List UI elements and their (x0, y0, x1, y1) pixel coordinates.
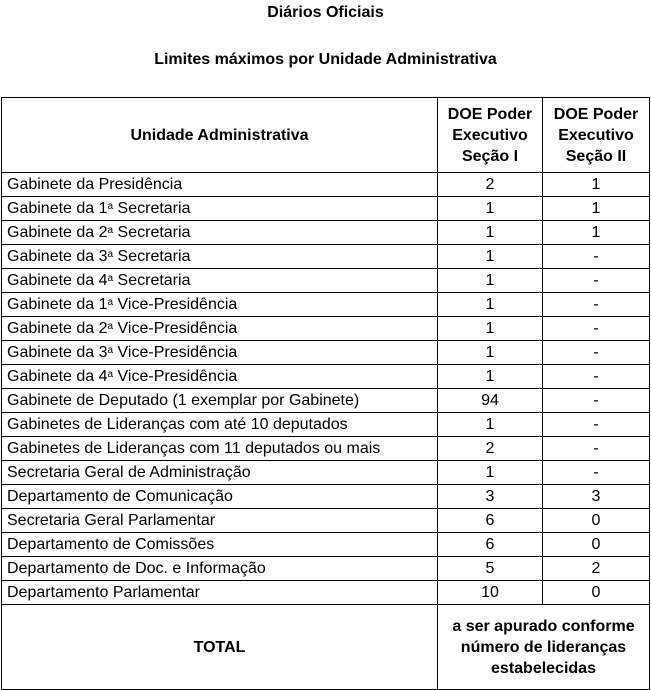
doe-secao-2-cell: - (543, 413, 650, 437)
unit-cell: Secretaria Geral Parlamentar (2, 509, 438, 533)
doe-secao-1-cell: 1 (438, 293, 543, 317)
doe-secao-2-cell: 1 (543, 197, 650, 221)
table-row (2, 389, 650, 413)
doe-secao-2-cell: - (543, 245, 650, 269)
table-row (2, 341, 650, 365)
table-row (2, 221, 650, 245)
table-row (2, 557, 650, 581)
table-row (2, 173, 650, 197)
doe-secao-1-cell: 2 (438, 173, 543, 197)
unit-cell: Secretaria Geral de Administração (2, 461, 438, 485)
unit-cell: Departamento Parlamentar (2, 581, 438, 605)
unit-cell: Gabinetes de Lideranças com 11 deputados ou mais (2, 437, 438, 461)
table-row (2, 485, 650, 509)
table-row (2, 197, 650, 221)
doe-secao-2-cell: 1 (543, 221, 650, 245)
doe-secao-1-cell: 1 (438, 413, 543, 437)
doe-secao-1-cell: 1 (438, 269, 543, 293)
doe-secao-1-cell: 6 (438, 509, 543, 533)
table-row (2, 245, 650, 269)
doe-secao-2-cell: 1 (543, 173, 650, 197)
doe-secao-2-cell: 3 (543, 485, 650, 509)
doe-secao-2-cell: - (543, 389, 650, 413)
table-row (2, 533, 650, 557)
doe-secao-2-cell: 0 (543, 509, 650, 533)
doe-secao-1-cell: 1 (438, 317, 543, 341)
doe-secao-2-cell: - (543, 341, 650, 365)
unit-cell: Gabinete da 3$^a$ Secretaria (2, 245, 438, 269)
doe-secao-1-cell: 5 (438, 557, 543, 581)
unit-cell: Gabinete da 2$^a$ Vice-Presidência (2, 317, 438, 341)
page-subtitle: Limites máximos por Unidade Administrativa (154, 51, 497, 68)
table-row (2, 437, 650, 461)
doe-secao-1-cell: 1 (438, 197, 543, 221)
doe-secao-1-cell: 1 (438, 365, 543, 389)
doe-secao-2-cell: 0 (543, 533, 650, 557)
column-header-doe-secao-1: DOE Poder Executivo Seção I (438, 98, 543, 173)
doe-secao-2-cell: - (543, 365, 650, 389)
unit-cell: Gabinete da 4$^a$ Vice-Presidência (2, 365, 438, 389)
unit-cell: Gabinete da 1$^a$ Secretaria (2, 197, 438, 221)
doe-secao-2-cell: 2 (543, 557, 650, 581)
doe-secao-1-cell: 94 (438, 389, 543, 413)
table-row (2, 509, 650, 533)
table-row (2, 581, 650, 605)
doe-secao-2-cell: - (543, 317, 650, 341)
table-header-row (2, 98, 650, 173)
doe-secao-2-cell: - (543, 437, 650, 461)
unit-cell: Gabinete da Presidência (2, 173, 438, 197)
doe-secao-1-cell: 1 (438, 341, 543, 365)
total-label: TOTAL (2, 605, 438, 690)
unit-cell: Gabinete da 1$^a$ Vice-Presidência (2, 293, 438, 317)
table-row (2, 413, 650, 437)
unit-cell: Departamento de Comissões (2, 533, 438, 557)
doe-secao-1-cell: 1 (438, 245, 543, 269)
unit-cell: Departamento de Comunicação (2, 485, 438, 509)
column-header-doe-secao-2: DOE Poder Executivo Seção II (543, 98, 650, 173)
doe-secao-2-cell: 0 (543, 581, 650, 605)
doe-secao-2-cell: - (543, 461, 650, 485)
unit-cell: Departamento de Doc. e Informação (2, 557, 438, 581)
unit-cell: Gabinete da 3$^a$ Vice-Presidência (2, 341, 438, 365)
table-row (2, 365, 650, 389)
unit-cell: Gabinete de Deputado (1 exemplar por Gabinete) (2, 389, 438, 413)
total-value: a ser apurado conforme número de lideranças estabelecidas (438, 605, 650, 690)
table-row (2, 461, 650, 485)
doe-secao-2-cell: - (543, 269, 650, 293)
column-header-unit: Unidade Administrativa (2, 98, 438, 173)
doe-secao-1-cell: 6 (438, 533, 543, 557)
table-row (2, 293, 650, 317)
table-row (2, 317, 650, 341)
doe-secao-1-cell: 2 (438, 437, 543, 461)
unit-cell: Gabinetes de Lideranças com até 10 deputados (2, 413, 438, 437)
table-row (2, 269, 650, 293)
unit-cell: Gabinete da 4$^a$ Secretaria (2, 269, 438, 293)
doe-secao-1-cell: 3 (438, 485, 543, 509)
page-title: Diários Oficiais (267, 4, 384, 21)
total-row (2, 605, 650, 690)
doe-secao-1-cell: 1 (438, 461, 543, 485)
doe-secao-2-cell: - (543, 293, 650, 317)
limits-table (1, 97, 650, 690)
unit-cell: Gabinete da 2$^a$ Secretaria (2, 221, 438, 245)
doe-secao-1-cell: 1 (438, 221, 543, 245)
doe-secao-1-cell: 10 (438, 581, 543, 605)
